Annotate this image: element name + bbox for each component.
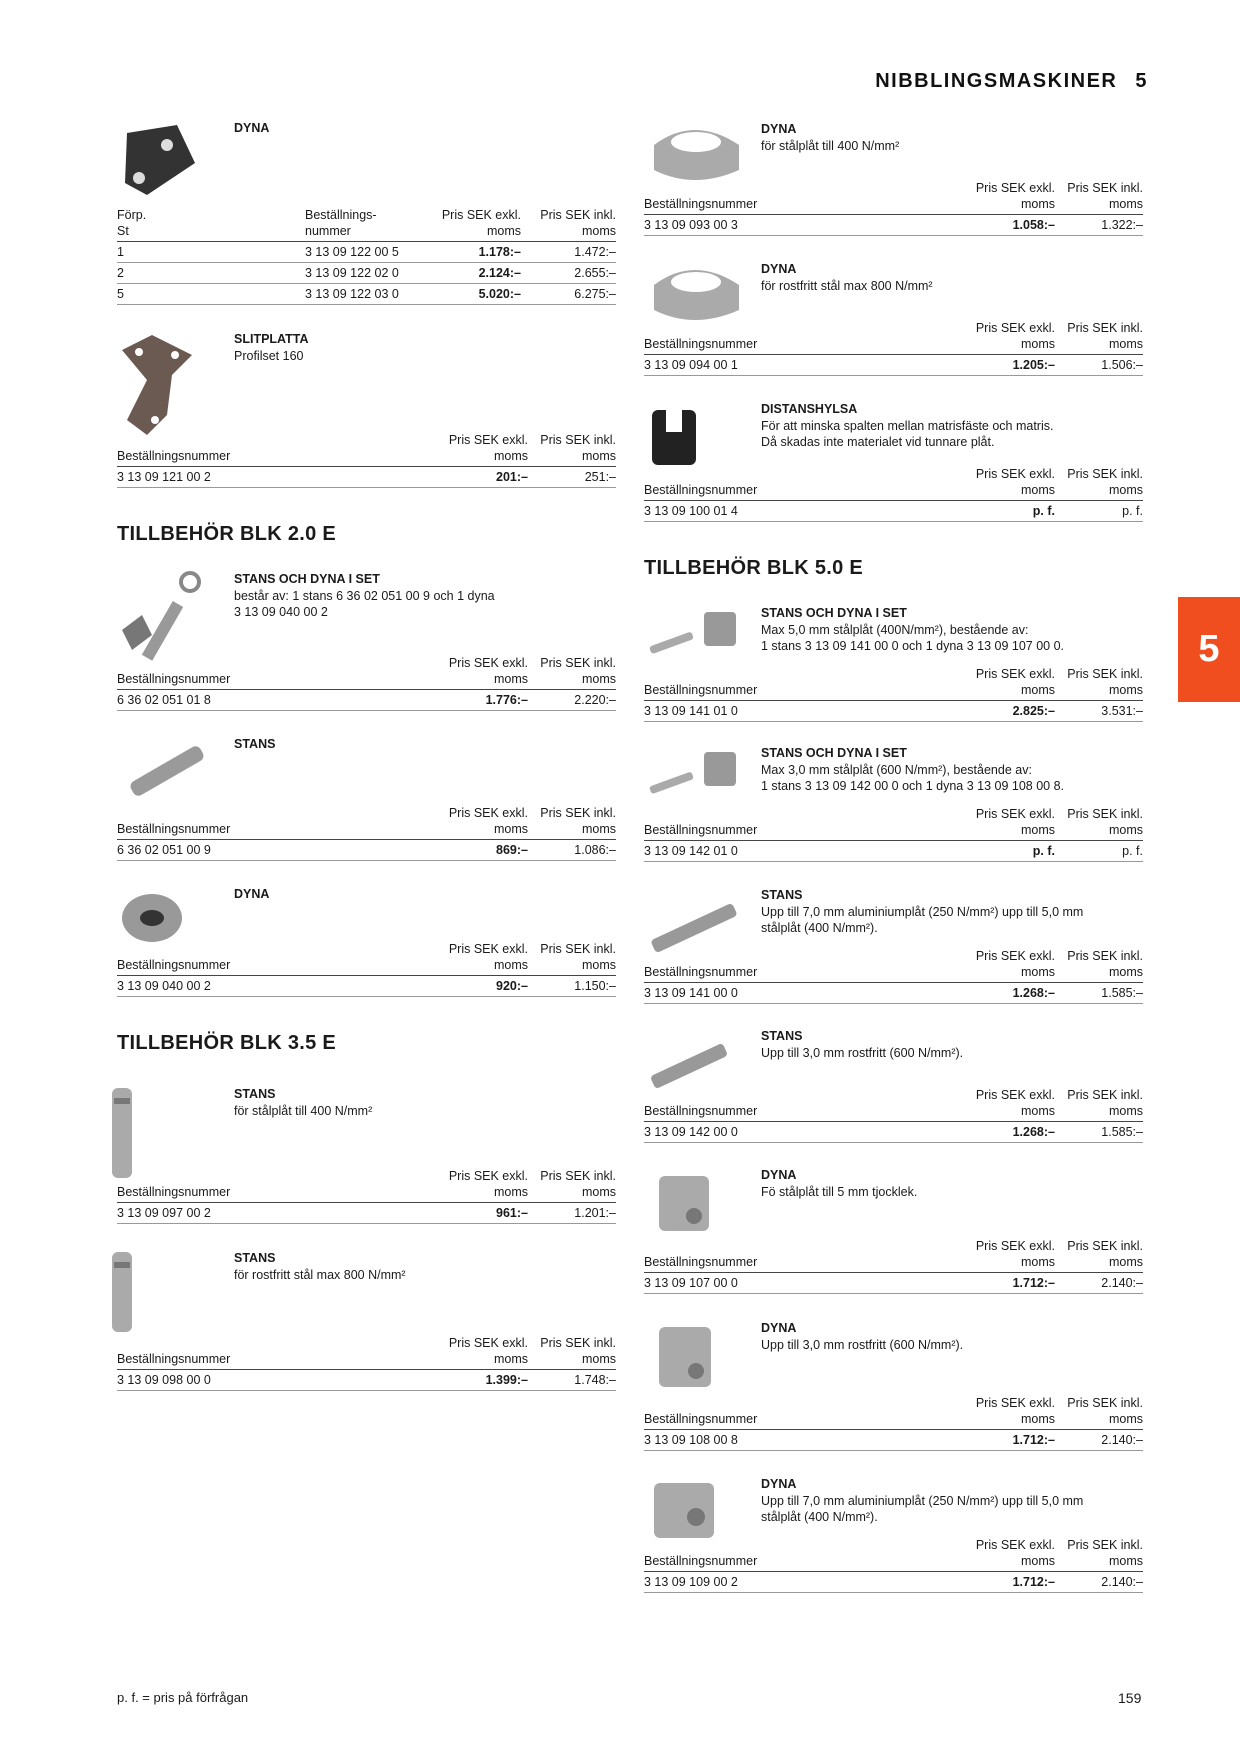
section-title-blk35: TILLBEHÖR BLK 3.5 E	[117, 1032, 337, 1054]
table-row: 3 13 09 107 00 0 1.712:– 2.140:–	[644, 1273, 1143, 1294]
punch-die-set-icon	[644, 604, 744, 664]
product-title: DYNA	[761, 122, 797, 136]
product-title: STANS OCH DYNA I SET	[234, 572, 380, 586]
footnote: p. f. = pris på förfrågan	[117, 1690, 249, 1705]
table-row: 3 13 09 121 00 2 201:– 251:–	[117, 467, 616, 488]
product-title: STANS	[234, 1251, 276, 1265]
product-title: DYNA	[234, 887, 270, 901]
chapter-title: NIBBLINGSMASKINER	[875, 70, 1118, 92]
product-desc: för stålplåt till 400 N/mm²	[761, 139, 900, 153]
die-icon	[117, 123, 202, 201]
product-desc: Max 3,0 mm stålplåt (600 N/mm²), bestående av: 1 stans 3 13 09 142 00 0 och 1 dyna 3 13 09 108 00 8.	[761, 763, 1065, 793]
punch-icon	[644, 886, 744, 956]
price-table: Beställningsnummer Pris SEK exkl. moms Pris SEK inkl. moms 3 13 09 109 00 2 1.712:– 2.140:–	[644, 1537, 1143, 1593]
table-row: 3 13 09 100 01 4 p. f. p. f.	[644, 501, 1143, 522]
die-icon	[644, 1475, 729, 1545]
price-table: Beställningsnummer Pris SEK exkl. moms Pris SEK inkl. moms 3 13 09 108 00 8 1.712:– 2.140:–	[644, 1395, 1143, 1451]
product-title: SLITPLATTA	[234, 332, 309, 346]
table-row: 6 36 02 051 00 9 869:– 1.086:–	[117, 840, 616, 861]
price-table: Beställningsnummer Pris SEK exkl. moms Pris SEK inkl. moms 6 36 02 051 00 9 869:– 1.086:–	[117, 805, 616, 861]
punch-icon	[92, 1247, 152, 1337]
table-row: 6 36 02 051 01 8 1.776:– 2.220:–	[117, 690, 616, 711]
die-icon	[644, 1319, 724, 1399]
table-row: 3 13 09 093 00 3 1.058:– 1.322:–	[644, 215, 1143, 236]
product-title: DYNA	[761, 1168, 797, 1182]
price-table: Beställningsnummer Pris SEK exkl. moms Pris SEK inkl. moms 3 13 09 093 00 3 1.058:– 1.322:–	[644, 180, 1143, 236]
product-desc: Upp till 3,0 mm rostfritt (600 N/mm²).	[761, 1046, 964, 1060]
product-desc: Max 5,0 mm stålplåt (400N/mm²), bestående av: 1 stans 3 13 09 141 00 0 och 1 dyna 3 13 09 107 00 0.	[761, 623, 1065, 653]
product-desc: består av: 1 stans 6 36 02 051 00 9 och 1 dyna 3 13 09 040 00 2	[234, 589, 495, 619]
product-desc: för stålplåt till 400 N/mm²	[234, 1104, 373, 1118]
price-table: Beställningsnummer Pris SEK exkl. moms Pris SEK inkl. moms 3 13 09 097 00 2 961:– 1.201:–	[117, 1168, 616, 1224]
table-row: 2 3 13 09 122 02 0 2.124:– 2.655:–	[117, 263, 616, 284]
table-row: 3 13 09 141 00 0 1.268:– 1.585:–	[644, 983, 1143, 1004]
chapter-number: 5	[1135, 70, 1148, 92]
price-table: Beställningsnummer Pris SEK exkl. moms Pris SEK inkl. moms 3 13 09 040 00 2 920:– 1.150:–	[117, 941, 616, 997]
product-title: STANS	[761, 888, 803, 902]
product-desc: Upp till 3,0 mm rostfritt (600 N/mm²).	[761, 1338, 964, 1352]
product-desc: Upp till 7,0 mm aluminiumplåt (250 N/mm²) upp till 5,0 mm stålplåt (400 N/mm²).	[761, 1494, 1084, 1524]
price-table: Beställningsnummer Pris SEK exkl. moms Pris SEK inkl. moms 3 13 09 142 01 0 p. f. p. f.	[644, 806, 1143, 862]
chapter-tab[interactable]: 5	[1178, 597, 1240, 702]
product-title: DYNA	[761, 1477, 797, 1491]
col-forp: Förp. St	[117, 207, 305, 242]
price-table: Beställningsnummer Pris SEK exkl. moms Pris SEK inkl. moms 3 13 09 107 00 0 1.712:– 2.140:–	[644, 1238, 1143, 1294]
table-row: 3 13 09 097 00 2 961:– 1.201:–	[117, 1203, 616, 1224]
section-title-blk20: TILLBEHÖR BLK 2.0 E	[117, 523, 337, 545]
price-table: Beställningsnummer Pris SEK exkl. moms Pris SEK inkl. moms 3 13 09 100 01 4 p. f. p. f.	[644, 466, 1143, 522]
table-row: 3 13 09 142 00 0 1.268:– 1.585:–	[644, 1122, 1143, 1143]
section-title-blk50: TILLBEHÖR BLK 5.0 E	[644, 557, 864, 579]
spacer-sleeve-icon	[644, 400, 704, 470]
die-icon	[644, 1166, 719, 1241]
product-title: STANS OCH DYNA I SET	[761, 746, 907, 760]
product-desc: Upp till 7,0 mm aluminiumplåt (250 N/mm²) upp till 5,0 mm stålplåt (400 N/mm²).	[761, 905, 1084, 935]
page-number: 159	[1118, 1690, 1142, 1706]
table-row: 3 13 09 094 00 1 1.205:– 1.506:–	[644, 355, 1143, 376]
price-table	[117, 207, 616, 305]
table-row: 3 13 09 142 01 0 p. f. p. f.	[644, 841, 1143, 862]
page-header	[875, 70, 1148, 93]
punch-icon	[644, 1027, 734, 1092]
table-row: 3 13 09 040 00 2 920:– 1.150:–	[117, 976, 616, 997]
col-incl: Pris SEK inkl. moms	[521, 207, 616, 242]
price-table: Beställningsnummer Pris SEK exkl. moms Pris SEK inkl. moms 3 13 09 142 00 0 1.268:– 1.585:–	[644, 1087, 1143, 1143]
wear-plate-icon	[117, 330, 202, 440]
product-title: DYNA	[761, 1321, 797, 1335]
price-table: Beställningsnummer Pris SEK exkl. moms Pris SEK inkl. moms 3 13 09 141 00 0 1.268:– 1.585:–	[644, 948, 1143, 1004]
price-table: Beställningsnummer Pris SEK exkl. moms Pris SEK inkl. moms 6 36 02 051 01 8 1.776:– 2.220:–	[117, 655, 616, 711]
product-title: DISTANSHYLSA	[761, 402, 858, 416]
product-desc: Profilset 160	[234, 349, 304, 363]
table-row: 1 3 13 09 122 00 5 1.178:– 1.472:–	[117, 242, 616, 263]
product-title: STANS OCH DYNA I SET	[761, 606, 907, 620]
price-table: Beställningsnummer Pris SEK exkl. moms Pris SEK inkl. moms 3 13 09 094 00 1 1.205:– 1.506:–	[644, 320, 1143, 376]
product-title: STANS	[234, 1087, 276, 1101]
price-table: Beställningsnummer Pris SEK exkl. moms Pris SEK inkl. moms 3 13 09 098 00 0 1.399:– 1.748:–	[117, 1335, 616, 1391]
product-title: DYNA	[234, 121, 270, 135]
product-desc: för rostfritt stål max 800 N/mm²	[761, 279, 933, 293]
col-bestnr: Beställnings- nummer	[305, 207, 423, 242]
punch-icon	[117, 733, 212, 808]
product-title: STANS	[234, 737, 276, 751]
product-desc: för rostfritt stål max 800 N/mm²	[234, 1268, 406, 1282]
product-title: DYNA	[761, 262, 797, 276]
table-row: 3 13 09 141 01 0 2.825:– 3.531:–	[644, 701, 1143, 722]
product-title: STANS	[761, 1029, 803, 1043]
punch-die-set-icon	[644, 744, 744, 804]
table-row: 5 3 13 09 122 03 0 5.020:– 6.275:–	[117, 284, 616, 305]
table-row: 3 13 09 098 00 0 1.399:– 1.748:–	[117, 1370, 616, 1391]
table-row: 3 13 09 108 00 8 1.712:– 2.140:–	[644, 1430, 1143, 1451]
product-desc: Fö stålplåt till 5 mm tjocklek.	[761, 1185, 918, 1199]
price-table: Beställningsnummer Pris SEK exkl. moms Pris SEK inkl. moms 3 13 09 121 00 2 201:– 251:–	[117, 432, 616, 488]
table-row: 3 13 09 109 00 2 1.712:– 2.140:–	[644, 1572, 1143, 1593]
die-icon	[117, 883, 192, 948]
col-excl: Pris SEK exkl. moms	[423, 207, 521, 242]
product-desc: För att minska spalten mellan matrisfäste och matris. Då skadas inte materialet vid tunnare plåt.	[761, 419, 1054, 449]
price-table: Beställningsnummer Pris SEK exkl. moms Pris SEK inkl. moms 3 13 09 141 01 0 2.825:– 3.531:–	[644, 666, 1143, 722]
